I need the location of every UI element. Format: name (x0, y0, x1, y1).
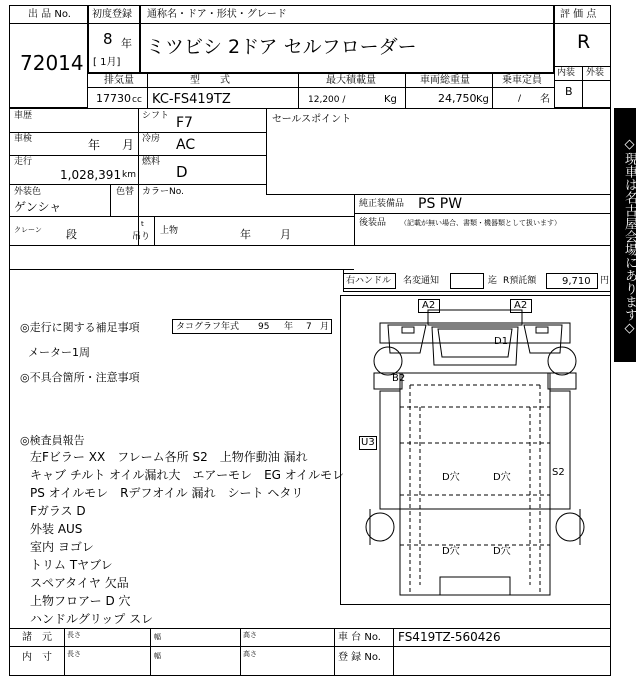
steering-label: 右ハンドル (346, 276, 392, 286)
mark-a2-right-label: A2 (514, 300, 528, 311)
color-label: 外装色 (14, 187, 42, 197)
tacho-year-unit: 年 (284, 322, 294, 332)
height-label: 高さ (243, 631, 257, 639)
tacho-month-unit: 月 (320, 322, 330, 332)
lot-label: 出 品 No. (28, 9, 71, 20)
r-deposit-unit: 円 (600, 276, 610, 286)
r-deposit-label: R預託額 (503, 276, 537, 286)
ac-label: 冷房 (142, 134, 161, 144)
max-load-unit: Kg (384, 94, 397, 105)
crane-label: クレーン (14, 226, 42, 234)
tacho-label: タコグラフ年式 (176, 322, 240, 332)
crane-lift-unit: 吊り (132, 232, 151, 242)
equipment-label: 純正装備品 (359, 199, 405, 209)
truck-diagram (340, 295, 611, 605)
inspection-line: 外装 AUS (30, 522, 83, 536)
chassis-number: FS419TZ-560426 (398, 630, 501, 644)
interior-height-label: 高さ (243, 650, 257, 658)
model-type-value: KC-FS419TZ (152, 92, 231, 107)
car-name: ミツビシ 2ドア セルフローダー (146, 36, 417, 58)
inspection-line: Fガラス D (30, 504, 86, 518)
meter-note: メーター1周 (28, 346, 90, 359)
dims-label: 諸 元 (22, 632, 52, 643)
mark-d-hole: D穴 (493, 472, 511, 483)
color-value: ゲンシャ (14, 200, 62, 214)
mark-d-hole: D穴 (442, 472, 460, 483)
lot-number: 72014 (20, 51, 84, 75)
aftermarket-label: 後装品 (359, 218, 387, 228)
registration-month: [ 1月] (93, 57, 121, 68)
venue-banner: ◇現車は名古屋会場にあります◇ (614, 108, 636, 362)
driving-notes-label: ◎走行に関する補足事項 (20, 321, 140, 334)
exterior-score-label: 外装 (586, 68, 605, 78)
inspection-line: 室内 ヨゴレ (30, 540, 94, 554)
model-type-label: 型 式 (190, 75, 230, 86)
mark-d1: D1 (494, 336, 509, 347)
name-change-label: 名変通知 (403, 276, 440, 286)
mark-s2: S2 (552, 467, 565, 478)
max-load-value: 12,200 / (308, 95, 346, 105)
inspection-title: ◎検査員報告 (20, 434, 85, 447)
inspection-line: ハンドルグリップ スレ (30, 612, 154, 626)
mark-d-hole: D穴 (442, 546, 460, 557)
shaken-year-unit: 年 (88, 138, 101, 152)
mark-a2-left-label: A2 (422, 300, 436, 311)
mark-b2: B2 (392, 373, 406, 384)
interior-score-label: 内装 (557, 68, 576, 78)
capacity-unit: 名 (540, 94, 550, 105)
crane-stage-unit: 段 (66, 228, 77, 241)
evaluation-label: 評 価 点 (560, 9, 597, 20)
interior-length-label: 長さ (67, 650, 81, 658)
sales-point-label: セールスポイント (272, 114, 352, 125)
name-change-box (450, 273, 484, 289)
registration-year-unit: 年 (121, 37, 132, 50)
inspection-line: PS オイルモレ Rデフオイル 漏れ シート ヘタリ (30, 486, 304, 500)
inspection-line: スペアタイヤ 欠品 (30, 576, 129, 590)
chassis-label: 車 台 No. (338, 632, 381, 643)
aftermarket-note: （記載が無い場合、書類・機器類として扱います） (400, 219, 561, 227)
r-deposit-value: 9,710 (562, 276, 591, 287)
color-code-label: カラーNo. (142, 187, 184, 197)
upper-year-unit: 年 (240, 228, 251, 241)
upper-label: 上物 (160, 226, 179, 236)
ac-value: AC (176, 137, 196, 153)
inspection-line: 左Fビラー XX フレーム各所 S2 上物作動油 漏れ (30, 450, 308, 464)
interior-width-label: 幅 (154, 652, 161, 660)
displacement-unit: cc (132, 95, 142, 105)
shaken-month-unit: 月 (122, 138, 135, 152)
tacho-year: 95 (258, 322, 270, 332)
history-label: 車歴 (14, 111, 33, 121)
mark-u3-label: U3 (361, 437, 375, 448)
interior-score: B (565, 85, 573, 98)
length-label: 長さ (67, 631, 81, 639)
mileage-label: 走行 (14, 157, 33, 167)
inspection-line: 上物フロアー D 穴 (30, 594, 131, 608)
capacity-value: / (518, 94, 522, 104)
mileage-unit: km (122, 170, 136, 180)
shift-label: シフト (142, 111, 170, 121)
capacity-label: 乗車定員 (502, 75, 542, 86)
car-name-label: 通称名・ドア・形状・グレード (147, 9, 287, 20)
inspection-line: キャブ チルト オイル漏れ大 エアーモレ EG オイルモレ (30, 468, 345, 482)
inspection-line: トリム Tヤブレ (30, 558, 113, 572)
equipment-value: PS PW (418, 196, 463, 212)
shift-value: F7 (176, 115, 193, 131)
gross-weight-value: 24,750 (438, 92, 477, 105)
fuel-label: 燃料 (142, 157, 161, 167)
registration-no-label: 登 録 No. (338, 652, 381, 663)
crane-ton-unit: t (141, 220, 144, 228)
width-label: 幅 (154, 633, 161, 641)
mileage-value: 1,028,391 (60, 168, 122, 182)
registration-year: 8 (103, 30, 113, 48)
upper-month-unit: 月 (280, 228, 291, 241)
color-change-label: 色替 (116, 187, 135, 197)
displacement-value: 17730 (96, 92, 131, 105)
gross-weight-label: 車両総重量 (420, 75, 470, 86)
displacement-label: 排気量 (104, 75, 134, 86)
registration-label: 初度登録 (92, 9, 132, 20)
defect-label-visible: ◎不具合箇所・注意事項 (20, 371, 140, 384)
deadline-label: 迄 (488, 276, 498, 286)
gross-weight-unit: Kg (476, 94, 489, 105)
max-load-label: 最大積載量 (326, 75, 376, 86)
evaluation-score: R (577, 31, 591, 53)
shaken-label: 車検 (14, 134, 33, 144)
mark-d-hole: D穴 (493, 546, 511, 557)
tacho-month: 7 (306, 322, 312, 332)
fuel-value: D (176, 163, 188, 181)
interior-size-label: 内 寸 (22, 652, 52, 663)
